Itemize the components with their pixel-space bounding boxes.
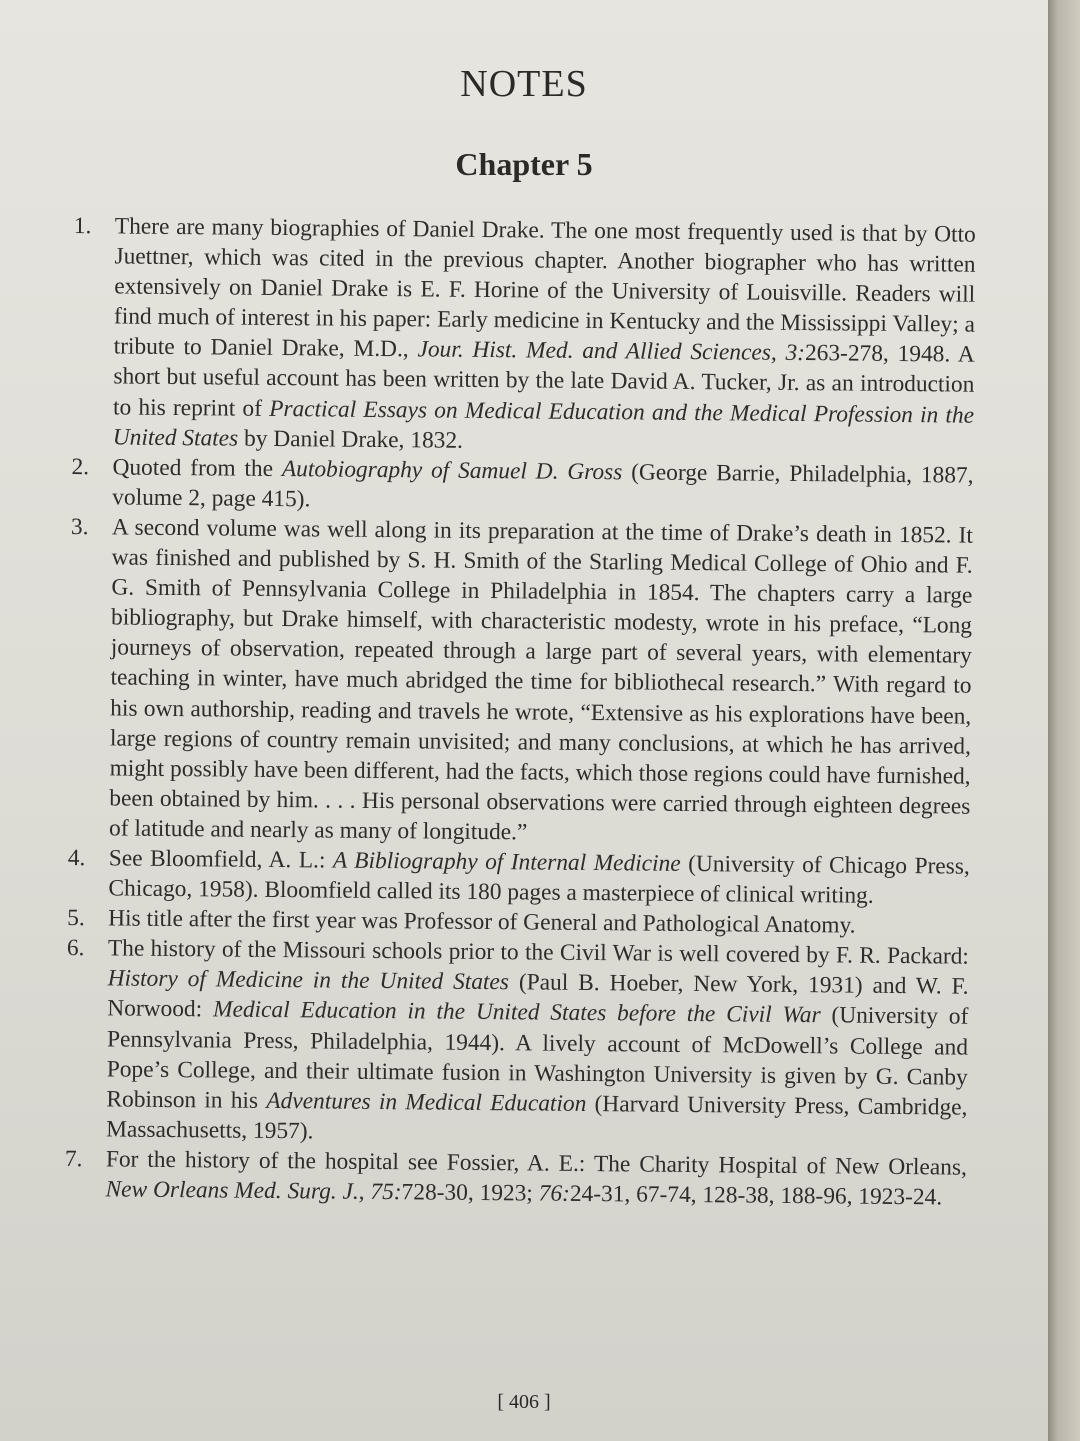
note-text-segment: Quoted from the <box>112 454 283 482</box>
note-text <box>106 934 969 1153</box>
note-citation-title: Autobiography of Samuel D. Gross <box>281 455 623 486</box>
note-text-segment: 24-31, 67-74, 128-38, 188-96, 1923-24. <box>569 1180 943 1211</box>
note-citation-title: Medical Education in the United States before the Civil War <box>212 996 821 1029</box>
note-text-segment: (Paul B. Hoeber, New York, 1931) and W. F. Norwood: <box>107 969 969 1023</box>
note-text-segment: (University of Chicago Press, Chicago, 1958). Bloomfield called its 180 pages a masterpiece of clinical writing. <box>108 850 970 909</box>
note-citation-title: New Orleans Med. Surg. J., 75: <box>105 1176 402 1206</box>
note-text-segment: by Daniel Drake, 1832. <box>238 425 464 454</box>
note-number: 3. <box>70 513 89 541</box>
note-citation-title: A Bibliography of Internal Medicine <box>332 847 681 877</box>
note-citation-title: Adventures in Medical Education <box>266 1087 587 1117</box>
note-text-segment: For the history of the hospital see Fossier, A. E.: The Charity Hospital of New Orleans, <box>105 1146 967 1181</box>
note-text <box>105 1144 967 1212</box>
note-item <box>60 1144 967 1213</box>
note-number: 7. <box>64 1145 83 1173</box>
note-number: 6. <box>66 935 85 962</box>
note-text-segment: 728-30, 1923; <box>401 1179 539 1207</box>
note-text-segment: His title after the first year was Professor of General and Pathological Anatomy. <box>108 905 856 939</box>
page-number: [ 406 ] <box>497 1391 551 1413</box>
note-text-segment: (George Barrie, Philadelphia, 1887, volume 2, page 415). <box>112 459 974 513</box>
note-citation-title: Practical Essays on Medical Education and the Medical Profession in the United States <box>112 395 975 452</box>
note-text <box>108 843 970 911</box>
note-text-segment: The history of the Missouri schools prior to the Civil War is well covered by F. R. Packard: <box>107 935 970 970</box>
note-text-segment: A second volume was well along in its preparation at the time of Drake’s death in 1852. It was finished and published by S. H. Smith of the Starling Medical College of Ohio and F. G. Smith of Pennsylvania College in Philadelphia in 1854. The chapters carry a large bibliography, but Drake himself, with characteristic modesty, wrote in his preface, “Long journeys of observation, repeated through a large part of several years, with elementary teaching in winter, have much abridged the time for bibliothecal research.” With regard to his own authorship, reading and travels he wrote, “Extensive as his explorations have been, large regions of country remain unvisited; and many conclusions, at which he has arrived, might possibly have been different, had the facts, which those regions could have furnished, been obtained by him. . . . His personal observations were carried through eighteen degrees of latitude and nearly as many of longitude.” <box>108 514 974 846</box>
chapter-title: Chapter 5 <box>455 146 593 182</box>
note-text-segment: 263-278, 1948. A short but useful account has been written by the late David A. Tucker, Jr. as an introduction to his reprint of <box>112 340 975 422</box>
note-text <box>112 452 974 520</box>
note-citation-title: Jour. Hist. Med. and Allied Sciences, 3: <box>417 336 806 367</box>
note-number: 4. <box>67 844 86 872</box>
note-item <box>61 933 969 1152</box>
note-item <box>67 452 974 521</box>
note-text-segment: (University of Pennsylvania Press, Philadelphia, 1944). A lively account of McDowell’s College and Pope’s College, and their ultimate fusion in Washington University is given by G. Canby Robinson in his <box>106 1002 969 1114</box>
note-item <box>68 211 976 460</box>
book-binding-edge <box>1048 0 1080 1441</box>
note-citation-title: 76: <box>538 1180 571 1207</box>
note-text-segment: There are many biographies of Daniel Drake. The one most frequently used is that by Otto Juettner, which was cited in the previous chapter. Another biographer who has written extensively on Daniel Drake is E. F. Horine of the University of Louisville. Readers will find much of interest in his paper: Early medicine in Kentucky and the Mississippi Valley; a tribute to Daniel Drake, M.D., <box>113 213 976 363</box>
note-number: 1. <box>73 213 92 240</box>
page-title: NOTES <box>460 63 588 105</box>
note-citation-title: History of Medicine in the United States <box>107 965 510 996</box>
note-text <box>109 512 973 851</box>
note-number: 2. <box>71 453 90 480</box>
note-text-segment: (Harvard University Press, Cambridge, Massachusetts, 1957). <box>106 1090 968 1145</box>
note-item <box>64 512 973 852</box>
note-item <box>63 843 970 912</box>
note-text <box>113 211 976 460</box>
notes-list <box>60 211 975 1213</box>
note-text-segment: See Bloomfield, A. L.: <box>108 845 334 874</box>
note-number: 5. <box>67 905 85 932</box>
